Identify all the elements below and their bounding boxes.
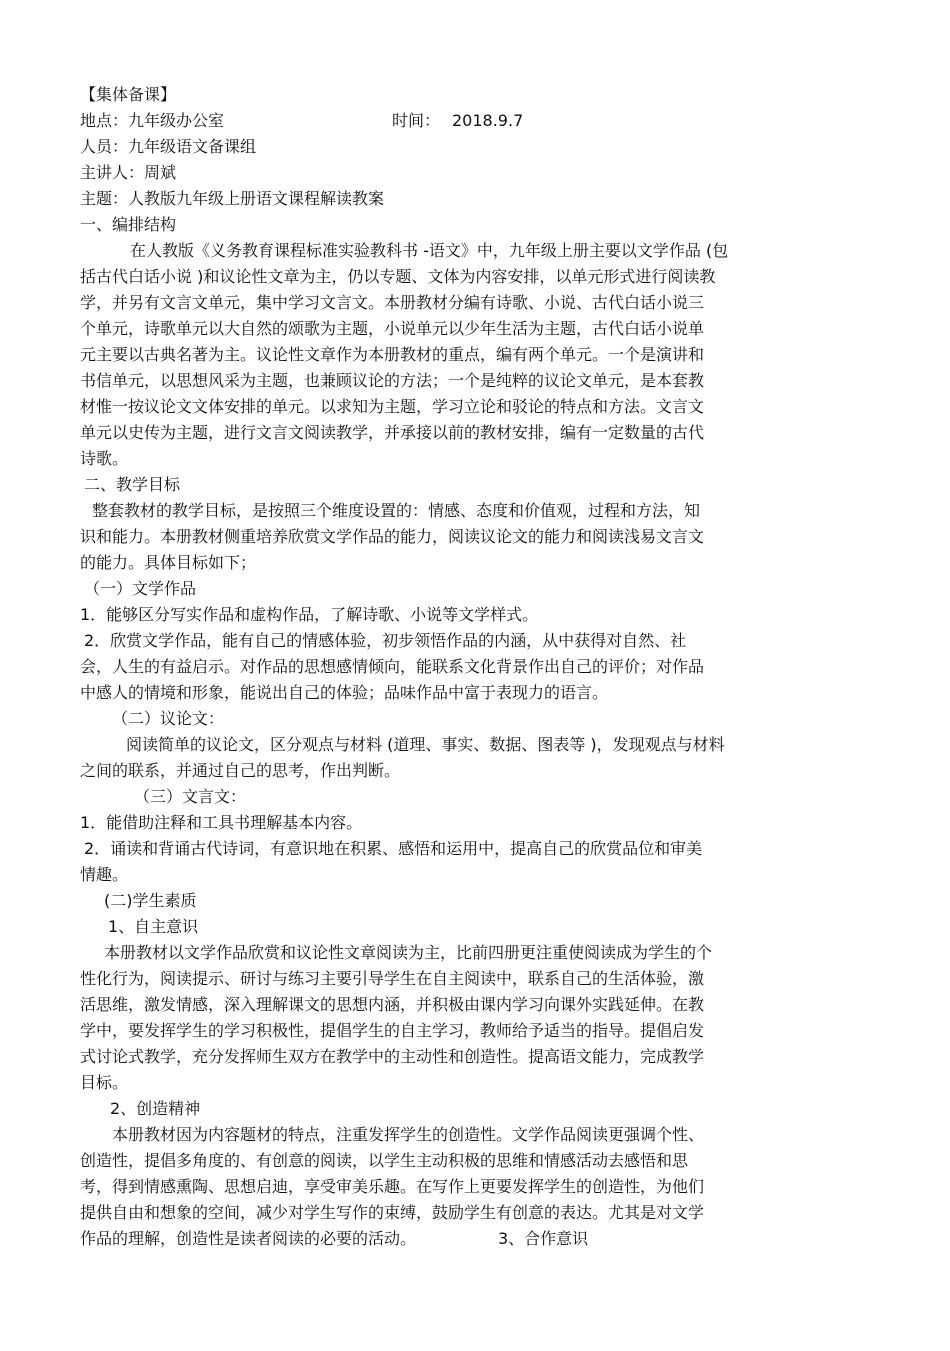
topic-line: 主题：人教版九年级上册语文课程解读教案 [80, 189, 385, 208]
quality-1-line: 活思维，激发情感，深入理解课文的思想内涵，并积极由课内学习向课外实践延伸。在教 [80, 995, 705, 1014]
quality-2-line: 提供自由和想象的空间，减少对学生写作的束缚，鼓励学生有创意的表达。尤其是对文学 [80, 1203, 705, 1222]
section-2-line: 整套教材的教学目标，是按照三个维度设置的：情感、态度和价值观，过程和方法，知 [92, 501, 701, 520]
quality-2-line: 创造性，提倡多角度的、有创意的阅读，以学生主动积极的思维和情感活动去感悟和思 [80, 1151, 689, 1170]
quality-2-line: 考，得到情感熏陶、思想启迪，享受审美乐趣。在写作上更要发挥学生的创造性，为他们 [80, 1177, 705, 1196]
section-1-title: 一、编排结构 [80, 215, 177, 234]
subsection-literature-line: 1．能够区分写实作品和虚构作品，了解诗歌、小说等文学样式。 [80, 605, 539, 624]
subsection-literature-line: 中感人的情境和形象，能说出自己的体验；品味作品中富于表现力的语言。 [80, 683, 609, 702]
subsection-argument-title: （二）议论文： [112, 709, 225, 728]
time-label: 时间： [392, 111, 441, 130]
section-1-line: 单元以史传为主题，进行文言文阅读教学，并承接以前的教材安排，编有一定数量的古代 [80, 423, 705, 442]
section-1-line: 元主要以古典名著为主。议论性文章作为本册教材的重点，编有两个单元。一个是演讲和 [80, 345, 705, 364]
quality-2-line: 本册教材因为内容题材的特点，注重发挥学生的创造性。文学作品阅读更强调个性、 [112, 1125, 705, 1144]
section-1-line: 学，并另有文言文单元，集中学习文言文。本册教材分编有诗歌、小说、古代白话小说三 [80, 293, 705, 312]
section-1-line: 在人教版《义务教育课程标准实验教科书 -语文》中，九年级上册主要以文学作品 (包 [130, 241, 729, 260]
time-value: 2018.9.7 [452, 111, 524, 130]
section-2-title: 二、教学目标 [84, 475, 181, 494]
subsection-literature-line: 2．欣赏文学作品，能有自己的情感体验，初步领悟作品的内涵，从中获得对自然、社 [84, 631, 687, 650]
section-1-line: 书信单元，以思想风采为主题，也兼顾议论的方法；一个是纯粹的议论文单元，是本套教 [80, 371, 705, 390]
subsection-classical-title: （三）文言文： [134, 787, 247, 806]
subsection-argument-line: 之间的联系，并通过自己的思考，作出判断。 [80, 761, 401, 780]
people-line: 人员：九年级语文备课组 [80, 137, 257, 156]
doc-heading: 【集体备课】 [80, 85, 177, 104]
quality-1-line: 性化行为，阅读提示、研讨与练习主要引导学生在自主阅读中，联系自己的生活体验，激 [80, 969, 705, 988]
section-3-title: (二)学生素质 [104, 891, 197, 910]
section-1-line: 材惟一按议论文文体安排的单元。以求知为主题，学习立论和驳论的特点和方法。文言文 [80, 397, 705, 416]
section-1-line: 个单元，诗歌单元以大自然的颂歌为主题，小说单元以少年生活为主题，古代白话小说单 [80, 319, 705, 338]
section-1-line: 括古代白话小说 )和议论性文章为主，仍以专题、文体为内容安排，以单元形式进行阅读教 [80, 267, 716, 286]
subsection-argument-line: 阅读简单的议论文，区分观点与材料 (道理、事实、数据、图表等 )，发现观点与材料 [126, 735, 725, 754]
subsection-classical-line: 2．诵读和背诵古代诗词，有意识地在积累、感悟和运用中，提高自己的欣赏品位和审美 [84, 839, 703, 858]
subsection-literature-title: （一）文学作品 [84, 579, 197, 598]
section-2-line: 的能力。具体目标如下； [80, 553, 257, 572]
subsection-literature-line: 会，人生的有益启示。对作品的思想感情倾向，能联系文化背景作出自己的评价；对作品 [80, 657, 705, 676]
subsection-classical-line: 情趣。 [80, 865, 129, 884]
section-1-line: 诗歌。 [80, 449, 129, 468]
quality-1-line: 本册教材以文学作品欣赏和议论性文章阅读为主，比前四册更注重使阅读成为学生的个 [104, 943, 713, 962]
quality-1-title: 1、自主意识 [108, 917, 199, 936]
subsection-classical-line: 1．能借助注释和工具书理解基本内容。 [80, 813, 363, 832]
section-2-line: 识和能力。本册教材侧重培养欣赏文学作品的能力，阅读议论文的能力和阅读浅易文言文 [80, 527, 705, 546]
location-line: 地点：九年级办公室 [80, 111, 225, 130]
quality-2-line: 作品的理解，创造性是读者阅读的必要的活动。 [80, 1229, 417, 1248]
quality-1-line: 学中，要发挥学生的学习积极性，提倡学生的自主学习，教师给予适当的指导。提倡启发 [80, 1021, 705, 1040]
quality-1-line: 目标。 [80, 1073, 129, 1092]
quality-2-title: 2、创造精神 [110, 1099, 201, 1118]
speaker-line: 主讲人：周斌 [80, 163, 177, 182]
quality-1-line: 式讨论式教学，充分发挥师生双方在教学中的主动性和创造性。提高语文能力，完成教学 [80, 1047, 705, 1066]
quality-3-title: 3、合作意识 [498, 1229, 589, 1248]
